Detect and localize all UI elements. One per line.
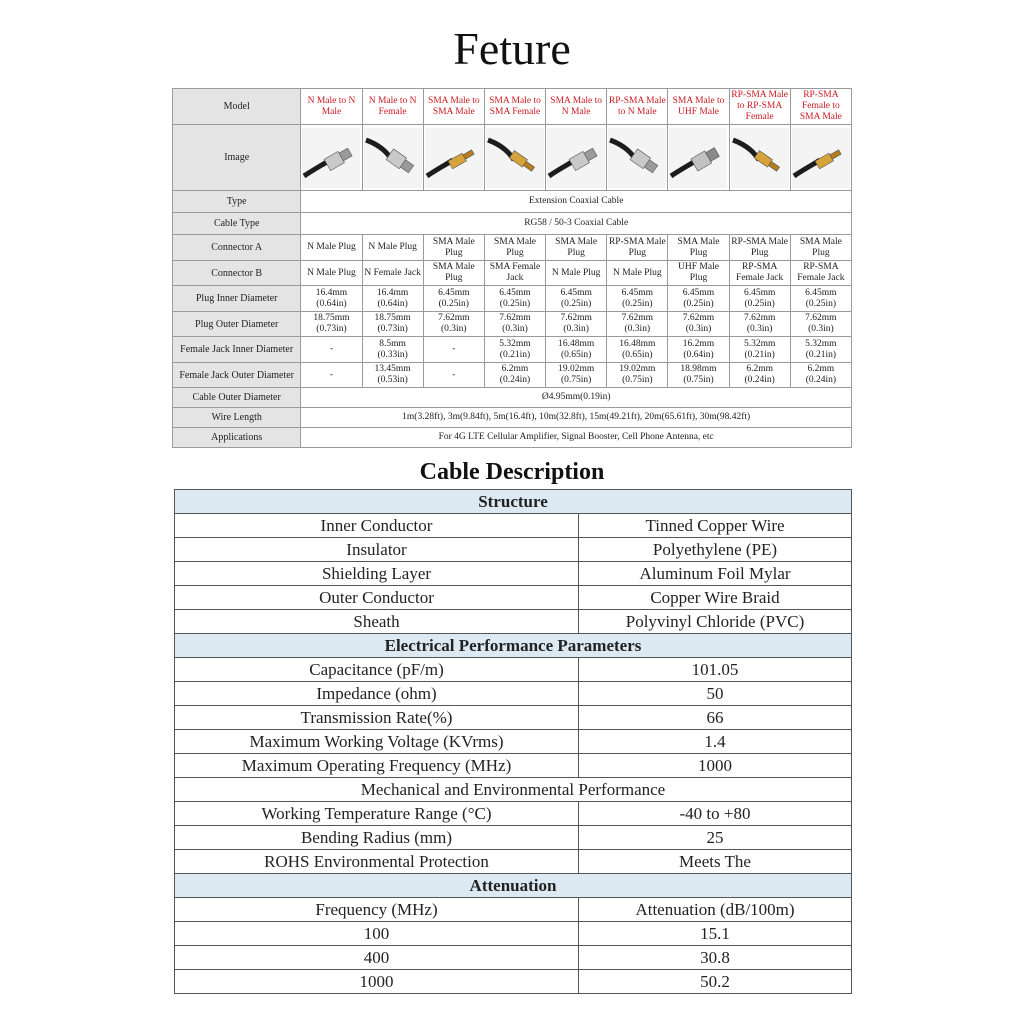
dimension-mm: 5.32mm	[805, 338, 837, 349]
dimension-cell	[546, 286, 607, 312]
dimension-in: (0.25in)	[744, 298, 775, 309]
spec-row	[175, 898, 852, 922]
dimension-cell	[790, 286, 851, 312]
dimension-cell	[484, 286, 545, 312]
dimension-mm: 7.62mm	[499, 313, 531, 323]
dimension-in: (0.3in)	[808, 324, 834, 334]
sma-connector-cable-photo	[486, 128, 544, 188]
spec-label: 1000	[175, 970, 579, 994]
spec-value: 15.1	[579, 922, 852, 946]
dimension-cell	[729, 337, 790, 363]
model-name: RP-SMA Male to RP-SMA Female	[729, 89, 790, 125]
spec-row	[175, 970, 852, 994]
dimension-in: (0.25in)	[805, 298, 837, 309]
sma-connector-cable-photo	[425, 128, 483, 188]
spec-value: 1.4	[579, 730, 852, 754]
model-name: SMA Male to SMA Male	[423, 89, 484, 125]
dimension-cell	[423, 312, 484, 337]
image-cell	[423, 125, 484, 191]
wire-length-value: 1m(3.28ft), 3m(9.84ft), 5m(16.4ft), 10m(32.8ft), 15m(49.21ft), 20m(65.61ft), 30m(98.42ft)	[301, 408, 852, 428]
dimension-mm: 18.75mm	[313, 313, 350, 323]
uhf-connector-cable-photo	[669, 128, 727, 188]
dimension-in: (0.25in)	[499, 298, 531, 309]
connector-cell: N Male Plug	[301, 235, 362, 261]
dimension-in: (0.25in)	[438, 298, 469, 309]
sma-connector-cable-photo	[731, 128, 789, 188]
dimension-mm: -	[452, 369, 456, 380]
spec-label: Sheath	[175, 610, 579, 634]
cable-description-table	[174, 489, 852, 994]
image-cell	[668, 125, 729, 191]
row-label-cable-type: Cable Type	[173, 213, 301, 235]
dimension-in: (0.25in)	[560, 298, 592, 309]
dimension-cell	[729, 286, 790, 312]
dimension-in: (0.64in)	[316, 298, 347, 309]
spec-label: ROHS Environmental Protection	[175, 850, 579, 874]
model-name: SMA Male to SMA Female	[484, 89, 545, 125]
row-label-plug-inner: Plug Inner Diameter	[173, 286, 301, 312]
spec-label: Shielding Layer	[175, 562, 579, 586]
dimension-in: (0.75in)	[683, 375, 714, 385]
row-label-model: Model	[173, 89, 301, 125]
dimension-mm: 16.48mm	[558, 338, 595, 349]
spec-value: Attenuation (dB/100m)	[579, 898, 852, 922]
dimension-mm: 6.2mm	[746, 364, 773, 374]
dimension-mm: -	[329, 344, 334, 354]
dimension-mm: 6.45mm	[499, 287, 531, 298]
dimension-mm: 7.62mm	[682, 313, 715, 323]
dimension-mm: 7.62mm	[743, 313, 776, 323]
dimension-cell	[301, 312, 362, 337]
connector-cell: RP-SMA Female Jack	[729, 261, 790, 286]
connector-cell: N Male Plug	[546, 261, 607, 286]
dimension-in: (0.25in)	[622, 298, 653, 309]
spec-value: Aluminum Foil Mylar	[579, 562, 852, 586]
image-cell	[790, 125, 851, 191]
dimension-mm: 7.62mm	[621, 313, 654, 323]
dimension-mm: 5.32mm	[743, 338, 776, 349]
spec-value: 101.05	[579, 658, 852, 682]
row-label-type: Type	[173, 191, 301, 213]
dimension-mm: 16.4mm	[376, 287, 409, 298]
dimension-in: (0.3in)	[746, 324, 773, 334]
dimension-mm: 5.32mm	[499, 338, 531, 349]
feature-row	[173, 261, 852, 286]
spec-value: Copper Wire Braid	[579, 586, 852, 610]
spec-value: -40 to +80	[579, 802, 852, 826]
dimension-in: (0.3in)	[563, 324, 589, 334]
dimension-cell	[790, 312, 851, 337]
spec-label: Insulator	[175, 538, 579, 562]
spec-value: 66	[579, 706, 852, 730]
feature-row	[173, 89, 852, 125]
spec-row	[175, 562, 852, 586]
dimension-mm: 18.98mm	[680, 364, 717, 374]
feature-row	[173, 408, 852, 428]
spec-label: Outer Conductor	[175, 586, 579, 610]
feature-row	[173, 191, 852, 213]
dimension-cell	[362, 312, 423, 337]
connector-cell: SMA Male Plug	[423, 235, 484, 261]
connector-cell: RP-SMA Male Plug	[607, 235, 668, 261]
dimension-in: (0.33in)	[377, 349, 408, 360]
dimension-cell	[362, 286, 423, 312]
connector-cell: SMA Male Plug	[484, 235, 545, 261]
dimension-in: (0.21in)	[744, 349, 775, 360]
dimension-cell	[607, 312, 668, 337]
spec-row	[175, 538, 852, 562]
connector-cell: SMA Male Plug	[423, 261, 484, 286]
dimension-mm: 19.02mm	[558, 364, 595, 374]
dimension-mm: -	[452, 344, 456, 354]
row-label-cable-outer: Cable Outer Diameter	[173, 388, 301, 408]
feature-row	[173, 337, 852, 363]
dimension-in: (0.53in)	[377, 375, 408, 385]
spec-value: 25	[579, 826, 852, 850]
spec-row	[175, 706, 852, 730]
image-cell	[546, 125, 607, 191]
n-connector-cable-photo	[302, 128, 360, 188]
dimension-in: (0.73in)	[377, 324, 408, 334]
dimension-in: (0.21in)	[499, 349, 531, 360]
dimension-mm: 7.62mm	[438, 313, 470, 323]
dimension-mm: 16.4mm	[315, 287, 348, 298]
row-label-applications: Applications	[173, 428, 301, 448]
type-value: Extension Coaxial Cable	[301, 191, 852, 213]
dimension-in: (0.3in)	[624, 324, 651, 334]
dimension-in: (0.21in)	[805, 349, 837, 360]
dimension-in: (0.64in)	[683, 349, 714, 360]
connector-cell: SMA Male Plug	[790, 235, 851, 261]
dimension-cell	[668, 363, 729, 388]
dimension-mm: 8.5mm	[379, 338, 406, 349]
spec-label: Working Temperature Range (°C)	[175, 802, 579, 826]
spec-label: Frequency (MHz)	[175, 898, 579, 922]
connector-cell: SMA Male Plug	[668, 235, 729, 261]
spec-label: Bending Radius (mm)	[175, 826, 579, 850]
spec-label: Inner Conductor	[175, 514, 579, 538]
spec-value: 50.2	[579, 970, 852, 994]
image-cell	[362, 125, 423, 191]
dimension-cell	[790, 337, 851, 363]
section-header-row	[175, 490, 852, 514]
spec-label: Transmission Rate(%)	[175, 706, 579, 730]
spec-value: Meets The	[579, 850, 852, 874]
dimension-cell	[668, 312, 729, 337]
feature-row	[173, 213, 852, 235]
image-cell	[484, 125, 545, 191]
row-label-jack-outer: Female Jack Outer Diameter	[173, 363, 301, 388]
feature-row	[173, 286, 852, 312]
connector-cell: N Male Plug	[362, 235, 423, 261]
dimension-cell	[301, 363, 362, 388]
dimension-mm: 7.62mm	[805, 313, 837, 323]
dimension-mm: 6.45mm	[560, 287, 592, 298]
dimension-cell	[790, 363, 851, 388]
dimension-cell	[607, 363, 668, 388]
dimension-cell	[423, 363, 484, 388]
dimension-mm: 6.45mm	[743, 287, 776, 298]
connector-cell: UHF Male Plug	[668, 261, 729, 286]
row-label-jack-inner: Female Jack Inner Diameter	[173, 337, 301, 363]
feature-table	[172, 88, 852, 448]
dimension-cell	[607, 337, 668, 363]
connector-cell: RP-SMA Male Plug	[729, 235, 790, 261]
dimension-cell	[729, 312, 790, 337]
spec-row	[175, 514, 852, 538]
dimension-in: (0.24in)	[744, 375, 775, 385]
model-name: SMA Male to N Male	[546, 89, 607, 125]
row-label-image: Image	[173, 125, 301, 191]
feature-row	[173, 125, 852, 191]
n-connector-cable-photo	[608, 128, 666, 188]
model-name: N Male to N Male	[301, 89, 362, 125]
dimension-in: (0.25in)	[683, 298, 714, 309]
dimension-cell	[607, 286, 668, 312]
dimension-mm: 6.45mm	[682, 287, 715, 298]
feature-row	[173, 428, 852, 448]
spec-row	[175, 922, 852, 946]
dimension-cell	[362, 363, 423, 388]
dimension-in: (0.3in)	[441, 324, 467, 334]
connector-cell: N Male Plug	[607, 261, 668, 286]
dimension-mm: 16.48mm	[619, 338, 656, 349]
model-name: RP-SMA Female to SMA Male	[790, 89, 851, 125]
section-title: Attenuation	[175, 874, 852, 898]
section-title: Electrical Performance Parameters	[175, 634, 852, 658]
dimension-cell	[301, 286, 362, 312]
section-title: Structure	[175, 490, 852, 514]
dimension-in: (0.75in)	[560, 375, 592, 385]
dimension-in: (0.73in)	[316, 324, 347, 334]
connector-cell: N Female Jack	[362, 261, 423, 286]
dimension-mm: 6.45mm	[805, 287, 837, 298]
dimension-mm: 6.2mm	[501, 364, 529, 374]
feature-row	[173, 235, 852, 261]
spec-value: Polyethylene (PE)	[579, 538, 852, 562]
spec-row	[175, 946, 852, 970]
connector-cell: RP-SMA Female Jack	[790, 261, 851, 286]
spec-row	[175, 586, 852, 610]
model-name: SMA Male to UHF Male	[668, 89, 729, 125]
spec-label: Maximum Working Voltage (KVrms)	[175, 730, 579, 754]
dimension-in: (0.3in)	[502, 324, 528, 334]
model-name: N Male to N Female	[362, 89, 423, 125]
dimension-cell	[729, 363, 790, 388]
dimension-mm: 18.75mm	[374, 313, 411, 323]
dimension-cell	[546, 312, 607, 337]
dimension-mm: 7.62mm	[560, 313, 592, 323]
row-label-connector-a: Connector A	[173, 235, 301, 261]
row-label-wire-length: Wire Length	[173, 408, 301, 428]
spec-value: Tinned Copper Wire	[579, 514, 852, 538]
dimension-mm: 16.2mm	[682, 338, 715, 349]
spec-value: 30.8	[579, 946, 852, 970]
sma-connector-cable-photo	[792, 128, 850, 188]
connector-cell: SMA Female Jack	[484, 261, 545, 286]
dimension-mm: 6.45mm	[438, 287, 470, 298]
spec-row	[175, 682, 852, 706]
cable-description-title: Cable Description	[419, 459, 605, 485]
dimension-cell	[423, 286, 484, 312]
image-cell	[729, 125, 790, 191]
dimension-cell	[484, 312, 545, 337]
spec-row	[175, 730, 852, 754]
dimension-cell	[423, 337, 484, 363]
spec-label: Capacitance (pF/m)	[175, 658, 579, 682]
dimension-cell	[484, 337, 545, 363]
spec-row	[175, 802, 852, 826]
spec-label: Maximum Operating Frequency (MHz)	[175, 754, 579, 778]
n-connector-cable-photo	[547, 128, 605, 188]
dimension-mm: 6.45mm	[621, 287, 654, 298]
dimension-in: (0.3in)	[685, 324, 712, 334]
dimension-mm: 13.45mm	[374, 364, 411, 374]
n-connector-cable-photo	[364, 128, 422, 188]
section-title: Mechanical and Environmental Performance	[175, 778, 852, 802]
connector-cell: SMA Male Plug	[546, 235, 607, 261]
feature-row	[173, 363, 852, 388]
spec-row	[175, 850, 852, 874]
image-cell	[301, 125, 362, 191]
dimension-cell	[668, 337, 729, 363]
dimension-mm: -	[329, 369, 334, 380]
spec-row	[175, 610, 852, 634]
dimension-in: (0.64in)	[377, 298, 408, 309]
section-header-row	[175, 634, 852, 658]
dimension-cell	[362, 337, 423, 363]
dimension-in: (0.65in)	[560, 349, 592, 360]
page-title: Feture	[453, 23, 571, 74]
spec-label: 100	[175, 922, 579, 946]
row-label-plug-outer: Plug Outer Diameter	[173, 312, 301, 337]
dimension-in: (0.24in)	[499, 375, 531, 385]
spec-label: Impedance (ohm)	[175, 682, 579, 706]
spec-value: 50	[579, 682, 852, 706]
spec-label: 400	[175, 946, 579, 970]
section-header-row	[175, 874, 852, 898]
dimension-in: (0.24in)	[805, 375, 837, 385]
cable-outer-value: Ø4.95mm(0.19in)	[301, 388, 852, 408]
section-row	[175, 778, 852, 802]
model-name: RP-SMA Male to N Male	[607, 89, 668, 125]
dimension-in: (0.65in)	[622, 349, 653, 360]
image-cell	[607, 125, 668, 191]
dimension-mm: 19.02mm	[619, 364, 656, 374]
row-label-connector-b: Connector B	[173, 261, 301, 286]
applications-value: For 4G LTE Cellular Amplifier, Signal Booster, Cell Phone Antenna, etc	[301, 428, 852, 448]
spec-value: 1000	[579, 754, 852, 778]
feature-row	[173, 312, 852, 337]
dimension-cell	[668, 286, 729, 312]
dimension-cell	[301, 337, 362, 363]
dimension-in: (0.75in)	[622, 375, 653, 385]
dimension-cell	[484, 363, 545, 388]
connector-cell: N Male Plug	[301, 261, 362, 286]
spec-row	[175, 754, 852, 778]
dimension-cell	[546, 363, 607, 388]
spec-row	[175, 658, 852, 682]
feature-row	[173, 388, 852, 408]
dimension-cell	[546, 337, 607, 363]
dimension-mm: 6.2mm	[807, 364, 835, 374]
cable-type-value: RG58 / 50-3 Coaxial Cable	[301, 213, 852, 235]
spec-row	[175, 826, 852, 850]
spec-value: Polyvinyl Chloride (PVC)	[579, 610, 852, 634]
